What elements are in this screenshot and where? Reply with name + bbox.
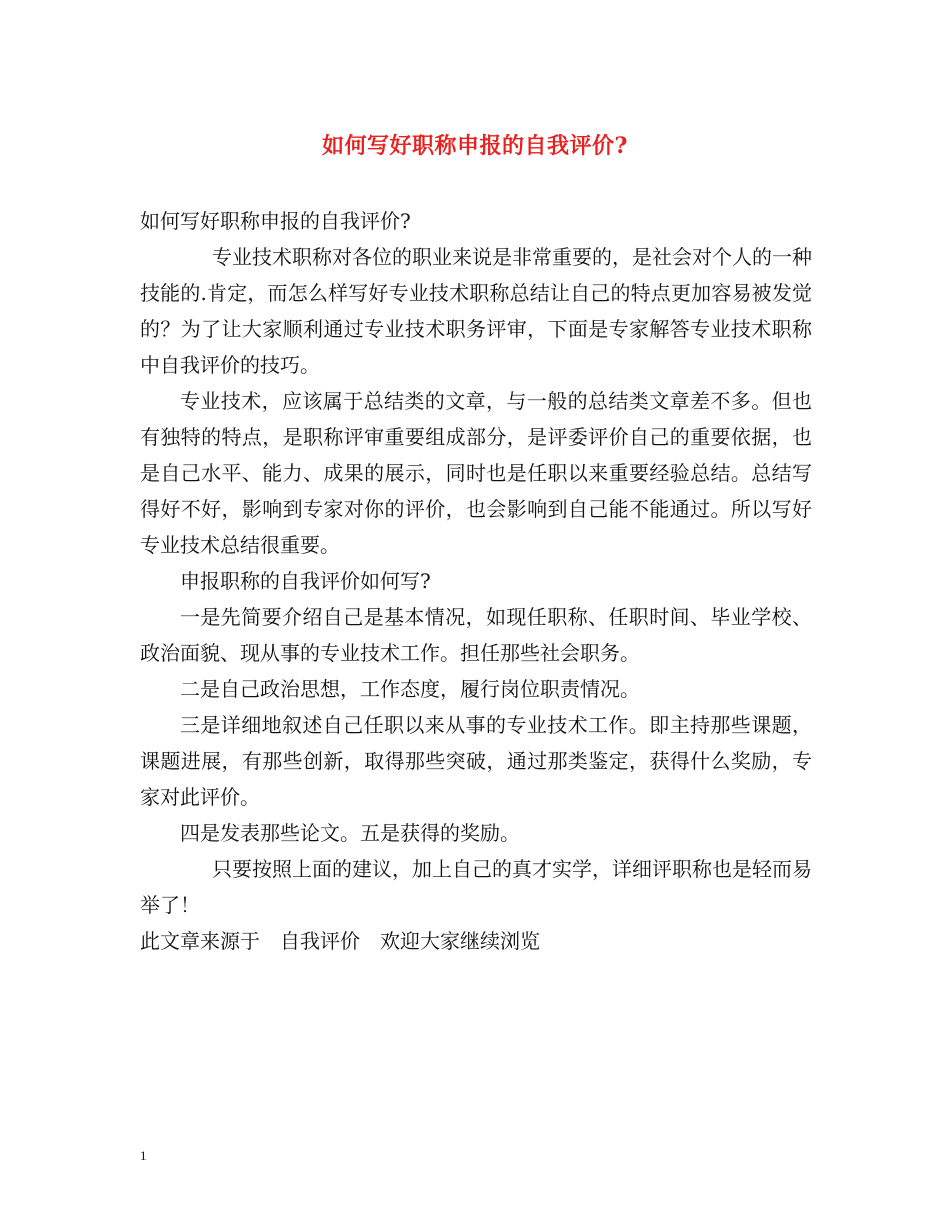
paragraph-conclusion: 只要按照上面的建议，加上自己的真才实学，详细评职称也是轻而易举了！ [140,857,812,917]
document-body [140,203,812,959]
paragraph-intro: 专业技术职称对各位的职业来说是非常重要的，是社会对个人的一种技能的.肯定，而怎么样写好专业技术职称总结让自己的特点更加容易被发觉的？为了让大家顺利通过专业技术职务评审，下面是专家解答专业技术职称中自我评价的技巧。 [140,245,812,377]
paragraph-summary: 专业技术，应该属于总结类的文章，与一般的总结类文章差不多。但也有独特的特点，是职称评审重要组成部分，是评委评价自己的重要依据，也是自己水平、能力、成果的展示，同时也是任职以来重要经验总结。总结写得好不好，影响到专家对你的评价，也会影响到自己能不能通过。所以写好专业技术总结很重要。 [140,389,812,557]
paragraph-point-two: 二是自己政治思想，工作态度，履行岗位职责情况。 [180,677,640,701]
paragraph-source: 此文章来源于 自我评价 欢迎大家继续浏览 [140,929,540,953]
page-number: 1 [140,1148,147,1163]
paragraph-heading: 如何写好职称申报的自我评价? [140,209,411,233]
paragraph-question: 申报职称的自我评价如何写? [180,569,431,593]
paragraph-point-three: 三是详细地叙述自己任职以来从事的专业技术工作。即主持那些课题，课题进展，有那些创新，取得那些突破，通过那类鉴定，获得什么奖励，专家对此评价。 [140,713,812,809]
document-title: 如何写好职称申报的自我评价? [322,133,628,159]
paragraph-point-one: 一是先简要介绍自己是基本情况，如现任职称、任职时间、毕业学校、政治面貌、现从事的专业技术工作。担任那些社会职务。 [140,605,812,665]
paragraph-point-four-five: 四是发表那些论文。五是获得的奖励。 [180,821,520,845]
